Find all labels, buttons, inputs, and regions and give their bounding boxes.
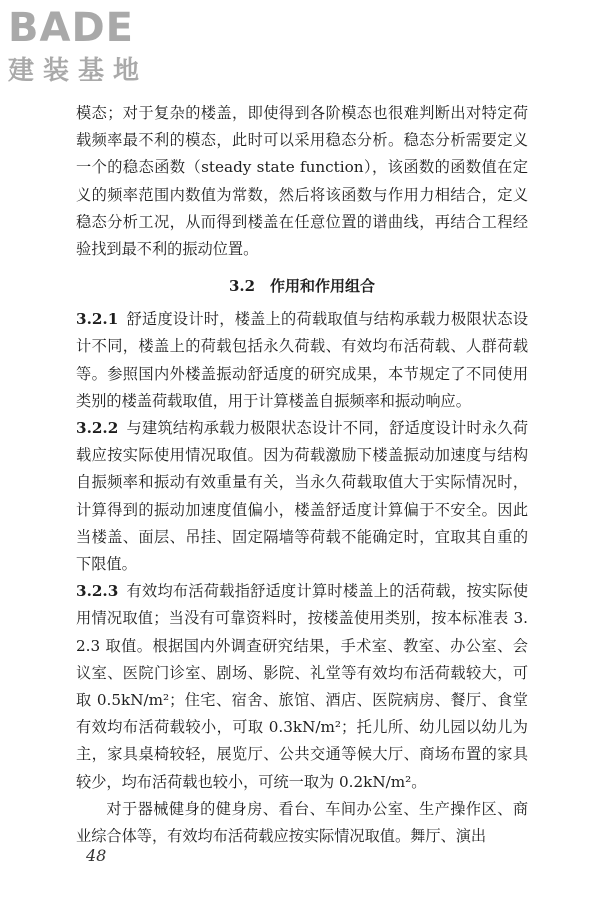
clause-number: 3.2.2 (76, 419, 119, 438)
clause-number: 3.2.3 (76, 582, 119, 601)
clause-3-2-1 (76, 306, 528, 415)
page-number: 48 (86, 846, 107, 865)
clause-number: 3.2.1 (76, 310, 119, 329)
clause-3-2-3 (76, 578, 528, 796)
clause-text: 舒适度设计时，楼盖上的荷载取值与结构承载力极限状态设计不同，楼盖上的荷载包括永久荷载、有效均布活荷载、人群荷载等。参照国内外楼盖振动舒适度的研究成果，本节规定了不同使用类别的楼盖荷载取值，用于计算楼盖自振频率和振动响应。 (76, 310, 528, 410)
closing-paragraph: 对于器械健身的健身房、看台、车间办公室、生产操作区、商业综合体等，有效均布活荷载应按实际情况取值。舞厅、演出 (76, 799, 528, 846)
clause-text: 有效均布活荷载指舒适度计算时楼盖上的活荷载，按实际使用情况取值；当没有可靠资料时，按楼盖使用类别，按本标准表 3.2.3 取值。根据国内外调查研究结果，手术室、教室、办公室、会议室、医院门诊室、剧场、影院、礼堂等有效均布活荷载较大，可取 0.5kN/m²；住宅、宿舍、旅馆、酒店、医院病房、餐厅、食堂有效均布活荷载较小，可取 0.3kN/m²；托儿所、幼儿园以幼儿为主，家具桌椅较轻，展览厅、公共交通等候大厅、商场布置的家具较少，均布活荷载也较小，可统一取为 0.2kN/m²。 (76, 582, 528, 791)
section-heading: 3.2 作用和作用组合 (228, 277, 376, 296)
clause-text: 与建筑结构承载力极限状态设计不同，舒适度设计时永久荷载应按实际使用情况取值。因为荷载激励下楼盖振动加速度与结构自振频率和振动有效重量有关，当永久荷载取值大于实际情况时，计算得到的振动加速度值偏小，楼盖舒适度计算偏于不安全。因此当楼盖、面层、吊挂、固定隔墙等荷载不能确定时，宜取其自重的下限值。 (76, 419, 528, 574)
logo-subtitle: 建装基地 (8, 56, 149, 86)
logo-wordmark: BADE (8, 5, 134, 51)
document-body (76, 100, 528, 850)
clause-3-2-2 (76, 415, 528, 578)
bade-logo (8, 6, 188, 94)
intro-paragraph: 模态；对于复杂的楼盖，即使得到各阶模态也很难判断出对特定荷载频率最不利的模态，此时可以采用稳态分析。稳态分析需要定义一个的稳态函数（steady state function），该函数的函数值在定义的频率范围内数值为常数，然后将该函数与作用力相结合，定义稳态分析工况，从而得到楼盖在任意位置的谱曲线，再结合工程经验找到最不利的振动位置。 (76, 104, 528, 259)
